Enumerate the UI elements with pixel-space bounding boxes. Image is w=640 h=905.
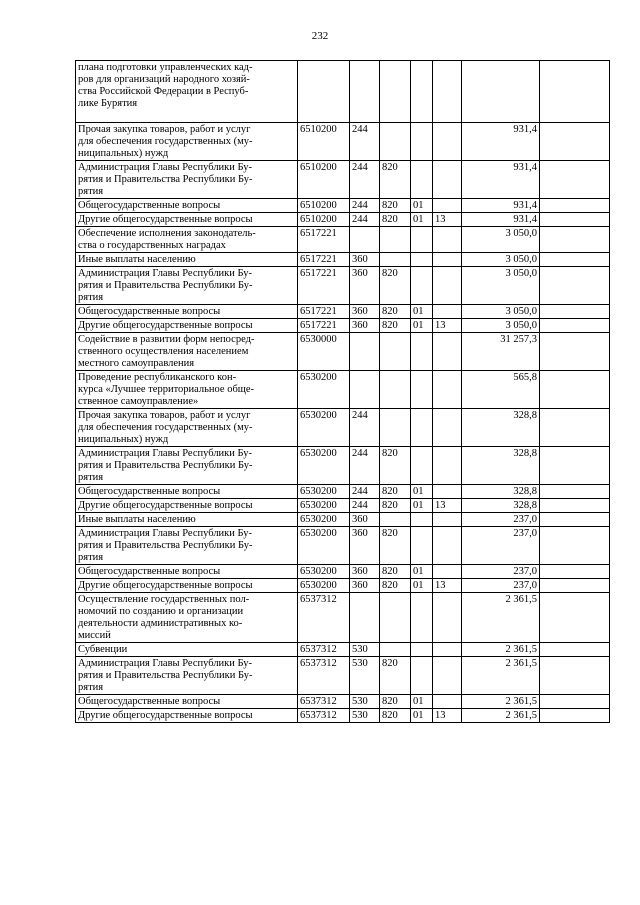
amount	[462, 61, 540, 123]
extra-column	[540, 513, 610, 527]
extra-column	[540, 213, 610, 227]
amount: 931,4	[462, 199, 540, 213]
item-name: Общегосударственные вопросы	[76, 565, 298, 579]
item-name: Общегосударственные вопросы	[76, 695, 298, 709]
expense-type-code: 244	[350, 409, 380, 447]
target-article-code: 6517221	[298, 253, 350, 267]
table-row	[76, 213, 610, 227]
extra-column	[540, 161, 610, 199]
table-row	[76, 593, 610, 643]
target-article-code: 6530200	[298, 409, 350, 447]
ministry-code: 820	[380, 499, 411, 513]
target-article-code: 6510200	[298, 213, 350, 227]
subsection-code: 13	[433, 499, 462, 513]
expense-type-code: 244	[350, 161, 380, 199]
item-name: Субвенции	[76, 643, 298, 657]
table-row	[76, 371, 610, 409]
section-code	[411, 253, 433, 267]
ministry-code: 820	[380, 267, 411, 305]
amount: 2 361,5	[462, 695, 540, 709]
amount: 2 361,5	[462, 709, 540, 723]
table-row	[76, 199, 610, 213]
item-name: Администрация Главы Республики Бу- рятия и Правительства Республики Бу- рятия	[76, 161, 298, 199]
amount: 328,8	[462, 485, 540, 499]
expense-type-code: 530	[350, 643, 380, 657]
ministry-code	[380, 333, 411, 371]
expense-type-code: 360	[350, 579, 380, 593]
ministry-code: 820	[380, 709, 411, 723]
ministry-code	[380, 371, 411, 409]
expense-type-code	[350, 593, 380, 643]
expense-type-code: 530	[350, 709, 380, 723]
target-article-code: 6530200	[298, 565, 350, 579]
ministry-code	[380, 253, 411, 267]
extra-column	[540, 333, 610, 371]
ministry-code: 820	[380, 695, 411, 709]
target-article-code: 6537312	[298, 695, 350, 709]
table-row	[76, 253, 610, 267]
table-row	[76, 333, 610, 371]
expense-type-code: 530	[350, 657, 380, 695]
item-name: Общегосударственные вопросы	[76, 485, 298, 499]
target-article-code: 6530200	[298, 499, 350, 513]
target-article-code: 6537312	[298, 657, 350, 695]
ministry-code	[380, 593, 411, 643]
expense-type-code: 244	[350, 199, 380, 213]
subsection-code	[433, 695, 462, 709]
item-name: Иные выплаты населению	[76, 253, 298, 267]
ministry-code: 820	[380, 485, 411, 499]
subsection-code	[433, 333, 462, 371]
expense-type-code: 360	[350, 319, 380, 333]
table-row	[76, 695, 610, 709]
subsection-code	[433, 409, 462, 447]
subsection-code	[433, 161, 462, 199]
ministry-code: 820	[380, 527, 411, 565]
extra-column	[540, 499, 610, 513]
section-code	[411, 593, 433, 643]
extra-column	[540, 593, 610, 643]
subsection-code	[433, 513, 462, 527]
ministry-code	[380, 61, 411, 123]
expense-type-code	[350, 333, 380, 371]
item-name: Содействие в развитии форм непосред- ственного осуществления населением местного самоуправления	[76, 333, 298, 371]
section-code	[411, 447, 433, 485]
subsection-code	[433, 267, 462, 305]
table-row	[76, 161, 610, 199]
amount: 237,0	[462, 579, 540, 593]
amount: 328,8	[462, 499, 540, 513]
item-name: Администрация Главы Республики Бу- рятия и Правительства Республики Бу- рятия	[76, 527, 298, 565]
section-code: 01	[411, 695, 433, 709]
extra-column	[540, 305, 610, 319]
item-name: Иные выплаты населению	[76, 513, 298, 527]
target-article-code: 6530000	[298, 333, 350, 371]
item-name: плана подготовки управленческих кад- ров для организаций народного хозяй- ства Российской Федерации в Респуб- лике Бурятия	[76, 61, 298, 123]
extra-column	[540, 527, 610, 565]
subsection-code	[433, 565, 462, 579]
section-code	[411, 227, 433, 253]
section-code: 01	[411, 319, 433, 333]
table-row	[76, 643, 610, 657]
target-article-code: 6537312	[298, 643, 350, 657]
amount: 931,4	[462, 213, 540, 227]
subsection-code	[433, 643, 462, 657]
table-row	[76, 709, 610, 723]
table-row	[76, 657, 610, 695]
section-code: 01	[411, 485, 433, 499]
subsection-code	[433, 527, 462, 565]
table-row	[76, 579, 610, 593]
subsection-code	[433, 227, 462, 253]
subsection-code	[433, 61, 462, 123]
amount: 2 361,5	[462, 657, 540, 695]
extra-column	[540, 123, 610, 161]
ministry-code: 820	[380, 199, 411, 213]
target-article-code: 6510200	[298, 199, 350, 213]
extra-column	[540, 267, 610, 305]
amount: 3 050,0	[462, 227, 540, 253]
section-code	[411, 657, 433, 695]
expense-type-code: 530	[350, 695, 380, 709]
subsection-code	[433, 485, 462, 499]
expense-type-code: 244	[350, 499, 380, 513]
item-name: Другие общегосударственные вопросы	[76, 499, 298, 513]
extra-column	[540, 253, 610, 267]
amount: 328,8	[462, 409, 540, 447]
amount: 2 361,5	[462, 643, 540, 657]
amount: 2 361,5	[462, 593, 540, 643]
amount: 931,4	[462, 123, 540, 161]
amount: 565,8	[462, 371, 540, 409]
target-article-code: 6510200	[298, 123, 350, 161]
item-name: Другие общегосударственные вопросы	[76, 579, 298, 593]
item-name: Прочая закупка товаров, работ и услуг для обеспечения государственных (му- ниципальных) нужд	[76, 409, 298, 447]
expense-type-code: 244	[350, 213, 380, 227]
item-name: Проведение республиканского кон- курса «Лучшее территориальное обще- ственное самоуправление»	[76, 371, 298, 409]
subsection-code: 13	[433, 319, 462, 333]
section-code	[411, 513, 433, 527]
section-code: 01	[411, 199, 433, 213]
table-row	[76, 513, 610, 527]
target-article-code: 6517221	[298, 305, 350, 319]
amount: 3 050,0	[462, 267, 540, 305]
expense-type-code: 360	[350, 267, 380, 305]
item-name: Другие общегосударственные вопросы	[76, 213, 298, 227]
expense-type-code	[350, 371, 380, 409]
subsection-code: 13	[433, 213, 462, 227]
ministry-code: 820	[380, 319, 411, 333]
subsection-code	[433, 199, 462, 213]
target-article-code: 6517221	[298, 227, 350, 253]
amount: 931,4	[462, 161, 540, 199]
table-row	[76, 409, 610, 447]
target-article-code	[298, 61, 350, 123]
section-code: 01	[411, 565, 433, 579]
amount: 3 050,0	[462, 319, 540, 333]
target-article-code: 6530200	[298, 485, 350, 499]
expense-type-code: 360	[350, 305, 380, 319]
section-code: 01	[411, 709, 433, 723]
item-name: Обеспечение исполнения законодатель- ства о государственных наградах	[76, 227, 298, 253]
item-name: Администрация Главы Республики Бу- рятия и Правительства Республики Бу- рятия	[76, 267, 298, 305]
table-row	[76, 267, 610, 305]
ministry-code	[380, 227, 411, 253]
extra-column	[540, 695, 610, 709]
item-name: Осуществление государственных пол- номочий по созданию и организации деятельности административных ко- миссий	[76, 593, 298, 643]
table-row	[76, 527, 610, 565]
extra-column	[540, 643, 610, 657]
expense-type-code: 360	[350, 565, 380, 579]
expense-type-code: 360	[350, 513, 380, 527]
amount: 237,0	[462, 527, 540, 565]
subsection-code	[433, 593, 462, 643]
table-row	[76, 227, 610, 253]
target-article-code: 6537312	[298, 593, 350, 643]
ministry-code	[380, 409, 411, 447]
extra-column	[540, 565, 610, 579]
item-name: Администрация Главы Республики Бу- рятия и Правительства Республики Бу- рятия	[76, 447, 298, 485]
amount: 237,0	[462, 513, 540, 527]
section-code	[411, 527, 433, 565]
subsection-code: 13	[433, 579, 462, 593]
extra-column	[540, 61, 610, 123]
extra-column	[540, 447, 610, 485]
expense-type-code: 244	[350, 447, 380, 485]
ministry-code: 820	[380, 447, 411, 485]
subsection-code: 13	[433, 709, 462, 723]
table-row	[76, 61, 610, 123]
table-row	[76, 565, 610, 579]
ministry-code: 820	[380, 657, 411, 695]
extra-column	[540, 371, 610, 409]
extra-column	[540, 319, 610, 333]
budget-table	[75, 60, 610, 723]
section-code: 01	[411, 305, 433, 319]
table-row	[76, 319, 610, 333]
item-name: Общегосударственные вопросы	[76, 305, 298, 319]
item-name: Общегосударственные вопросы	[76, 199, 298, 213]
section-code	[411, 161, 433, 199]
section-code: 01	[411, 579, 433, 593]
target-article-code: 6530200	[298, 513, 350, 527]
target-article-code: 6530200	[298, 527, 350, 565]
subsection-code	[433, 305, 462, 319]
table-row	[76, 447, 610, 485]
extra-column	[540, 657, 610, 695]
section-code	[411, 61, 433, 123]
ministry-code: 820	[380, 565, 411, 579]
target-article-code: 6510200	[298, 161, 350, 199]
section-code	[411, 371, 433, 409]
page-number: 232	[311, 30, 329, 42]
subsection-code	[433, 123, 462, 161]
subsection-code	[433, 371, 462, 409]
section-code	[411, 333, 433, 371]
amount: 3 050,0	[462, 305, 540, 319]
section-code: 01	[411, 213, 433, 227]
table-row	[76, 499, 610, 513]
amount: 328,8	[462, 447, 540, 485]
ministry-code: 820	[380, 161, 411, 199]
subsection-code	[433, 657, 462, 695]
extra-column	[540, 409, 610, 447]
ministry-code: 820	[380, 579, 411, 593]
section-code	[411, 409, 433, 447]
item-name: Прочая закупка товаров, работ и услуг для обеспечения государственных (му- ниципальных) нужд	[76, 123, 298, 161]
extra-column	[540, 227, 610, 253]
item-name: Другие общегосударственные вопросы	[76, 319, 298, 333]
expense-type-code: 244	[350, 485, 380, 499]
target-article-code: 6517221	[298, 319, 350, 333]
table-row	[76, 485, 610, 499]
ministry-code: 820	[380, 305, 411, 319]
table-body	[76, 61, 610, 723]
amount: 31 257,3	[462, 333, 540, 371]
expense-type-code	[350, 61, 380, 123]
subsection-code	[433, 447, 462, 485]
extra-column	[540, 579, 610, 593]
target-article-code: 6530200	[298, 371, 350, 409]
table-row	[76, 123, 610, 161]
section-code: 01	[411, 499, 433, 513]
extra-column	[540, 709, 610, 723]
target-article-code: 6537312	[298, 709, 350, 723]
target-article-code: 6530200	[298, 447, 350, 485]
target-article-code: 6517221	[298, 267, 350, 305]
amount: 237,0	[462, 565, 540, 579]
ministry-code: 820	[380, 213, 411, 227]
ministry-code	[380, 123, 411, 161]
ministry-code	[380, 643, 411, 657]
section-code	[411, 267, 433, 305]
ministry-code	[380, 513, 411, 527]
amount: 3 050,0	[462, 253, 540, 267]
item-name: Администрация Главы Республики Бу- рятия и Правительства Республики Бу- рятия	[76, 657, 298, 695]
item-name: Другие общегосударственные вопросы	[76, 709, 298, 723]
expense-type-code: 244	[350, 123, 380, 161]
section-code	[411, 123, 433, 161]
target-article-code: 6530200	[298, 579, 350, 593]
subsection-code	[433, 253, 462, 267]
extra-column	[540, 199, 610, 213]
section-code	[411, 643, 433, 657]
expense-type-code: 360	[350, 253, 380, 267]
extra-column	[540, 485, 610, 499]
expense-type-code: 360	[350, 527, 380, 565]
table-row	[76, 305, 610, 319]
expense-type-code	[350, 227, 380, 253]
